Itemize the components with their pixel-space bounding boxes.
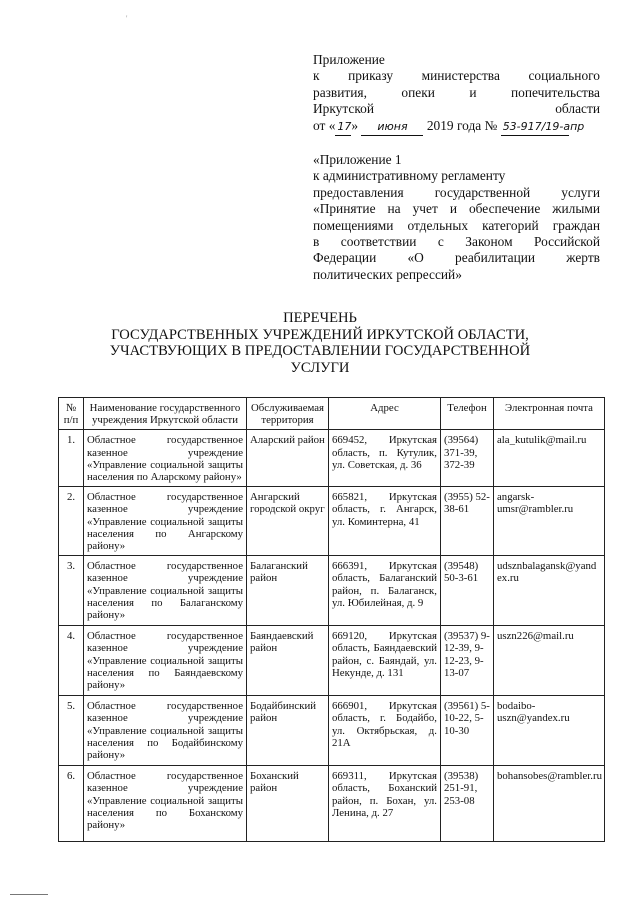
row-name: Областное государственное казенное учреждение «Управление социальной защиты населения по Ангарскому району»: [84, 487, 247, 556]
date-year: 2019 года №: [426, 117, 498, 133]
table-header-row: [59, 398, 605, 430]
header-num: № п/п: [59, 398, 84, 430]
date-mid: »: [351, 117, 359, 133]
row-phone: (39548) 50-3-61: [441, 556, 494, 626]
row-phone: (39561) 5-10-22, 5-10-30: [441, 696, 494, 766]
header-line-1: Приложение: [313, 52, 385, 67]
reg-line-5: в соответствии с Законом Российской: [313, 234, 600, 250]
row-territory: Бодайбинский район: [247, 696, 329, 766]
reg-line-1: к административному регламенту: [313, 168, 506, 184]
page-mark: ': [126, 14, 128, 23]
reg-line-6: Федерации «О реабилитации жертв: [313, 250, 600, 266]
row-address: 669120, Иркутская область, Баяндаевский район, с. Баяндай, ул. Некунде, д. 131: [329, 626, 441, 696]
reg-line-3: «Принятие на учет и обеспечение жилыми: [313, 201, 600, 217]
date-day-handwritten: 17: [335, 119, 351, 136]
row-phone: (39537) 9-12-39, 9-12-23, 9-13-07: [441, 626, 494, 696]
row-address: 669452, Иркутская область, п. Кутулик, ул. Советская, д. 36: [329, 430, 441, 487]
header-territory: Обслуживаемая территория: [247, 398, 329, 430]
header-line-2: к приказу министерства социального: [313, 68, 600, 84]
row-num: 4.: [59, 626, 84, 696]
table-row: [59, 430, 605, 487]
row-name: Областное государственное казенное учреждение «Управление социальной защиты населения по Боханскому району»: [84, 766, 247, 842]
header-address: Адрес: [329, 398, 441, 430]
row-email: uszn226@mail.ru: [494, 626, 605, 696]
title-line-2: ГОСУДАРСТВЕННЫХ УЧРЕЖДЕНИЙ ИРКУТСКОЙ ОБЛАСТИ,: [111, 326, 529, 343]
title-line-4: УСЛУГИ: [290, 359, 350, 376]
date-month-handwritten: июня: [361, 119, 423, 136]
title-line-3: УЧАСТВУЮЩИХ В ПРЕДОСТАВЛЕНИИ ГОСУДАРСТВЕННОЙ: [109, 343, 531, 360]
row-territory: Аларский район: [247, 430, 329, 487]
row-territory: Ангарский городской округ: [247, 487, 329, 556]
table-row: [59, 696, 605, 766]
row-name: Областное государственное казенное учреждение «Управление социальной защиты населения по Балаганскому району»: [84, 556, 247, 626]
reg-line-7: политических репрессий»: [313, 266, 462, 282]
title-line-1: ПЕРЕЧЕНЬ: [283, 310, 357, 326]
table-row: [59, 766, 605, 842]
table-row: [59, 487, 605, 556]
row-name: Областное государственное казенное учреждение «Управление социальной защиты населения по Бодайбинскому району»: [84, 696, 247, 766]
reg-line-4: помещениями отдельных категорий граждан: [313, 217, 600, 233]
table-row: [59, 556, 605, 626]
order-number-handwritten: 53-917/19-апр: [501, 119, 569, 136]
row-num: 1.: [59, 430, 84, 487]
row-email: angarsk-umsr@rambler.ru: [494, 487, 605, 556]
row-email: ala_kutulik@mail.ru: [494, 430, 605, 487]
row-phone: (39564) 371-39, 372-39: [441, 430, 494, 487]
appendix-header: [313, 52, 600, 283]
row-address: 669311, Иркутская область, Боханский район, п. Бохан, ул. Ленина, д. 27: [329, 766, 441, 842]
row-phone: (39538) 251-91, 253-08: [441, 766, 494, 842]
row-num: 6.: [59, 766, 84, 842]
document-title: [100, 310, 540, 376]
row-territory: Баяндаевский район: [247, 626, 329, 696]
row-territory: Боханский район: [247, 766, 329, 842]
row-email: udsznbalagansk@yandex.ru: [494, 556, 605, 626]
row-name: Областное государственное казенное учреждение «Управление социальной защиты населения по Аларскому району»: [84, 430, 247, 487]
footer-divider: [10, 894, 48, 895]
row-name: Областное государственное казенное учреждение «Управление социальной защиты населения по Баяндаевскому району»: [84, 626, 247, 696]
row-email: bodaibo-uszn@yandex.ru: [494, 696, 605, 766]
appendix-title: «Приложение 1: [313, 152, 402, 168]
institutions-table: [58, 397, 605, 842]
row-num: 5.: [59, 696, 84, 766]
date-prefix: от «: [313, 117, 336, 133]
table-row: [59, 626, 605, 696]
row-address: 666391, Иркутская область, Балаганский район, п. Балаганск, ул. Юбилейная, д. 9: [329, 556, 441, 626]
header-line-4: Иркутской области: [313, 101, 600, 117]
row-territory: Балаганский район: [247, 556, 329, 626]
header-line-3: развития, опеки и попечительства: [313, 84, 600, 100]
row-phone: (3955) 52-38-61: [441, 487, 494, 556]
header-name: Наименование государственного учреждения Иркутской области: [84, 398, 247, 430]
header-email: Электронная почта: [494, 398, 605, 430]
reg-line-2: предоставления государственной услуги: [313, 184, 600, 200]
header-phone: Телефон: [441, 398, 494, 430]
row-email: bohansobes@rambler.ru: [494, 766, 605, 842]
row-num: 3.: [59, 556, 84, 626]
row-num: 2.: [59, 487, 84, 556]
order-date-line: [313, 118, 600, 136]
row-address: 666901, Иркутская область, г. Бодайбо, ул. Октябрьская, д. 21А: [329, 696, 441, 766]
row-address: 665821, Иркутская область, г. Ангарск, ул. Коминтерна, 41: [329, 487, 441, 556]
